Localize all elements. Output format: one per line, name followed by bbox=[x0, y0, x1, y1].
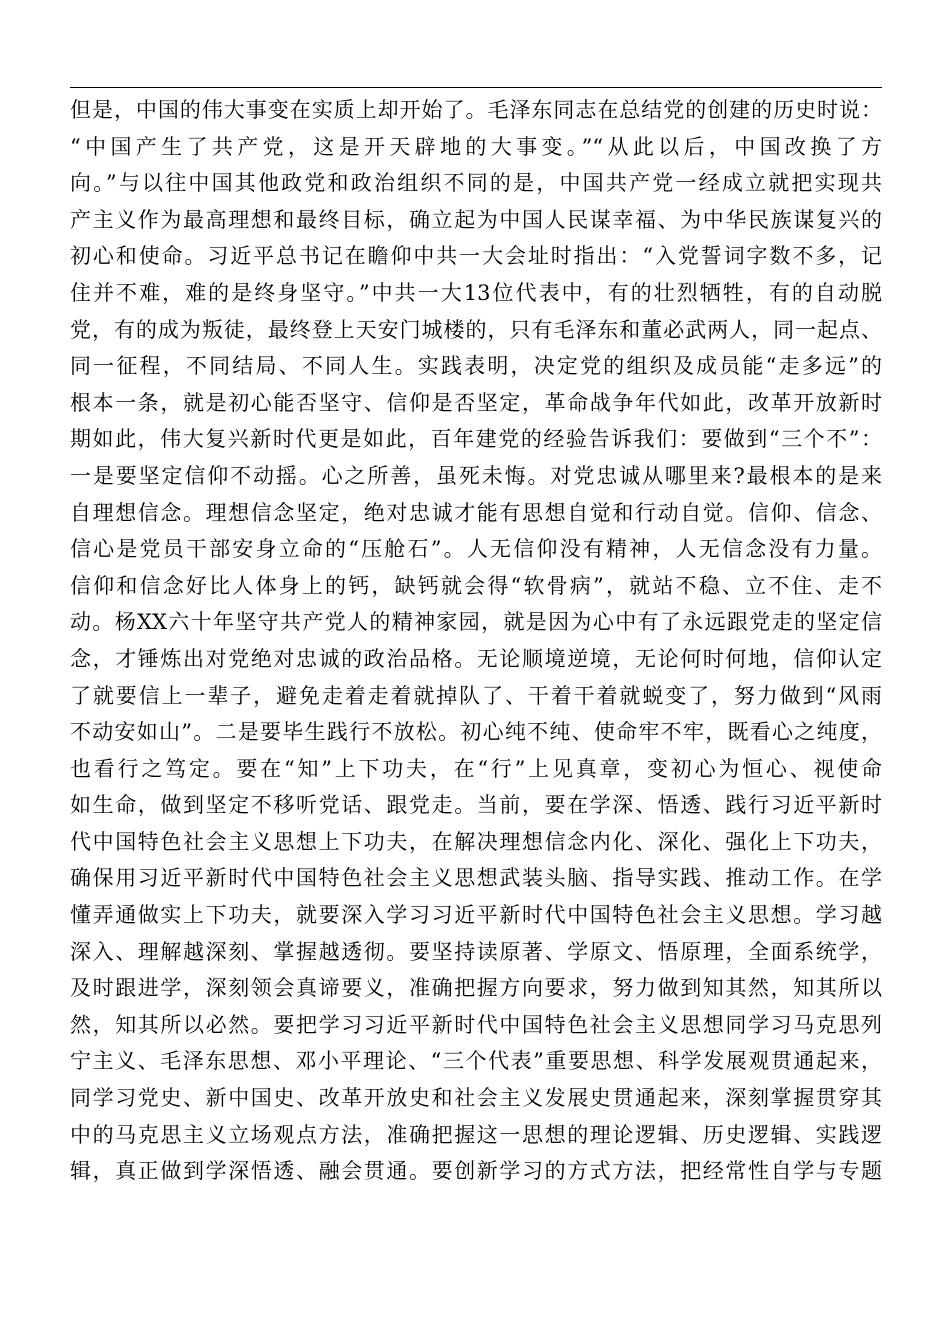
text-line: 产主义作为最高理想和最终目标，确立起为中国人民谋幸福、为中华民族谋复兴的 bbox=[70, 207, 882, 232]
text-line: 同学习党史、新中国史、改革开放史和社会主义发展史贯通起来，深刻掌握贯穿其 bbox=[70, 1086, 882, 1111]
text-line: 及时跟进学，深刻领会真谛要义，准确把握方向要求，努力做到知其然，知其所以 bbox=[70, 976, 882, 1001]
text-line: 宁主义、毛泽东思想、邓小平理论、“三个代表”重要思想、科学发展观贯通起来， bbox=[70, 1049, 882, 1074]
header-rule bbox=[70, 87, 882, 88]
body-text bbox=[70, 92, 890, 1190]
text-line: 一是要坚定信仰不动摇。心之所善，虽死未悔。对党忠诚从哪里来?最根本的是来 bbox=[70, 463, 882, 488]
text-line: 了就要信上一辈子，避免走着走着就掉队了、干着干着就蜕变了，努力做到“风雨 bbox=[70, 683, 882, 708]
text-line: 初心和使命。习近平总书记在瞻仰中共一大会址时指出：“入党誓词字数不多，记 bbox=[70, 244, 882, 269]
text-line: 根本一条，就是初心能否坚守、信仰是否坚定，革命战争年代如此，改革开放新时 bbox=[70, 390, 882, 415]
text-line: 念，才锤炼出对党绝对忠诚的政治品格。无论顺境逆境，无论何时何地，信仰认定 bbox=[70, 646, 882, 671]
text-line: 中的马克思主义立场观点方法，准确把握这一思想的理论逻辑、历史逻辑、实践逻 bbox=[70, 1122, 882, 1147]
text-line: 向。”与以往中国其他政党和政治组织不同的是，中国共产党一经成立就把实现共 bbox=[70, 171, 882, 196]
text-line: 住并不难，难的是终身坚守。”中共一大13位代表中，有的壮烈牺牲，有的自动脱 bbox=[70, 280, 882, 305]
text-line: 动。杨XX六十年坚守共产党人的精神家园，就是因为心中有了永远跟党走的坚定信 bbox=[70, 610, 882, 635]
text-line: 期如此，伟大复兴新时代更是如此，百年建党的经验告诉我们：要做到“三个不”： bbox=[70, 427, 882, 452]
text-line: 深入、理解越深刻、掌握越透彻。要坚持读原著、学原文、悟原理，全面系统学， bbox=[70, 939, 882, 964]
text-line: 信仰和信念好比人体身上的钙，缺钙就会得“软骨病”，就站不稳、立不住、走不 bbox=[70, 573, 882, 598]
text-line: 如生命，做到坚定不移听党话、跟党走。当前，要在学深、悟透、践行习近平新时 bbox=[70, 793, 882, 818]
text-line: “中国产生了共产党，这是开天辟地的大事变。”“从此以后，中国改换了方 bbox=[70, 134, 882, 159]
text-line: 也看行之笃定。要在“知”上下功夫，在“行”上见真章，变初心为恒心、视使命 bbox=[70, 756, 882, 781]
text-line: 信心是党员干部安身立命的“压舱石”。人无信仰没有精神，人无信念没有力量。 bbox=[70, 537, 882, 562]
text-line: 辑，真正做到学深悟透、融会贯通。要创新学习的方式方法，把经常性自学与专题 bbox=[70, 1159, 882, 1184]
text-line: 同一征程，不同结局、不同人生。实践表明，决定党的组织及成员能“走多远”的 bbox=[70, 354, 882, 379]
text-line: 确保用习近平新时代中国特色社会主义思想武装头脑、指导实践、推动工作。在学 bbox=[70, 866, 882, 891]
text-line: 代中国特色社会主义思想上下功夫，在解决理想信念内化、深化、强化上下功夫， bbox=[70, 829, 882, 854]
text-line: 然，知其所以必然。要把学习习近平新时代中国特色社会主义思想同学习马克思列 bbox=[70, 1012, 882, 1037]
text-line: 不动安如山”。二是要毕生践行不放松。初心纯不纯、使命牢不牢，既看心之纯度， bbox=[70, 720, 882, 745]
text-line: 自理想信念。理想信念坚定，绝对忠诚才能有思想自觉和行动自觉。信仰、信念、 bbox=[70, 500, 882, 525]
text-line: 但是，中国的伟大事变在实质上却开始了。毛泽东同志在总结党的创建的历史时说： bbox=[70, 98, 882, 122]
text-line: 党，有的成为叛徒，最终登上天安门城楼的，只有毛泽东和董必武两人，同一起点、 bbox=[70, 317, 882, 342]
text-line: 懂弄通做实上下功夫，就要深入学习习近平新时代中国特色社会主义思想。学习越 bbox=[70, 903, 882, 928]
